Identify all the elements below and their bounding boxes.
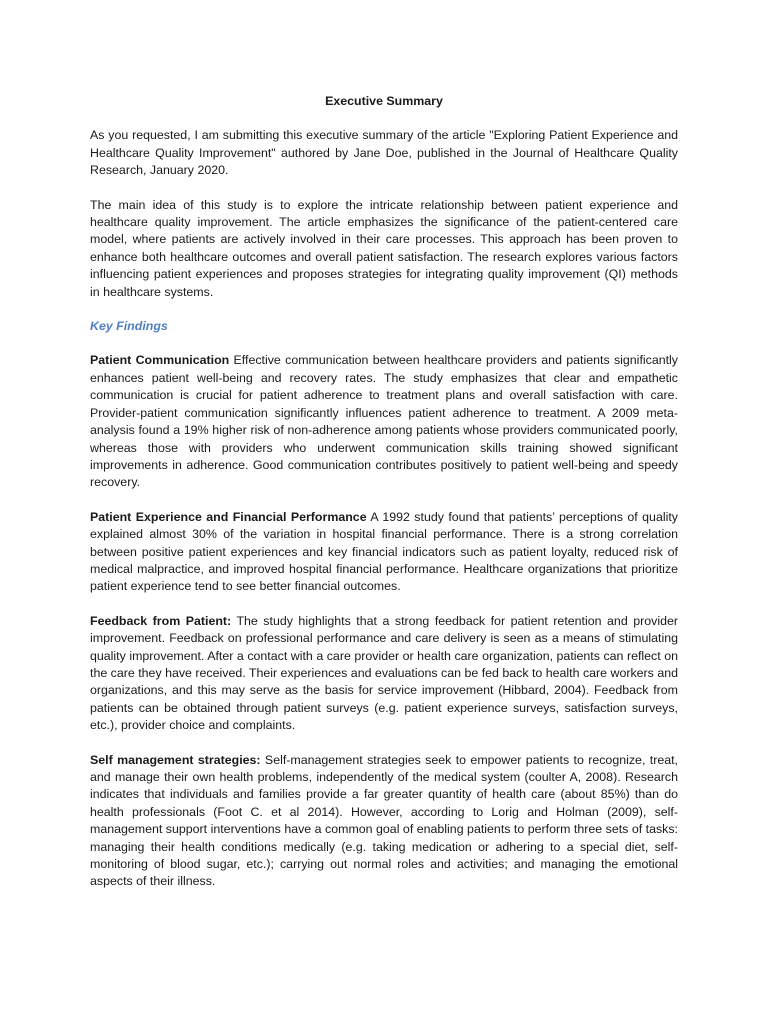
section-label: Self management strategies: [90, 752, 261, 767]
document-page [90, 93, 678, 908]
section-text: The study highlights that a strong feedback for patient retention and provider improvement. Feedback on professional performance and care delivery is seen as a means of stimulating quality improvement. After a contact with a care provider or health care organization, patients can reflect on the care they have received. Their experiences and evaluations can be fed back to health care workers and organizations, and this may serve as the basis for service improvement (Hibbard, 2004). Feedback from patients can be obtained through patient surveys (e.g. patient experience surveys, satisfaction surveys, etc.), provider choice and complaints. [90, 613, 678, 733]
document-title: Executive Summary [325, 94, 443, 108]
section-text: Effective communication between healthcare providers and patients significantly enhances patient well-being and recovery rates. The study emphasizes that clear and empathetic communication is crucial for patient adherence to treatment plans and overall satisfaction with care. Provider-patient communication significantly influences patient adherence to treatment. A 2009 meta-analysis found a 19% higher risk of non-adherence among patients whose providers communicated poorly, whereas those with providers who underwent communication skills training showed significant improvements in adherence. Good communication contributes positively to patient well-being and speedy recovery. [90, 353, 679, 490]
key-findings-heading: Key Findings [90, 319, 168, 334]
section-label: Patient Communication [90, 353, 230, 368]
section-self-management [90, 752, 678, 891]
section-text: A 1992 study found that patients’ perceptions of quality explained almost 30% of the variation in hospital financial performance. There is a strong correlation between positive patient experiences and key financial indicators such as patient loyalty, reduced risk of medical malpractice, and improved hospital financial performance. Healthcare organizations that prioritize patient experience tend to see better financial outcomes. [90, 509, 678, 594]
intro-paragraph: As you requested, I am submitting this executive summary of the article "Exploring Patient Experience and Healthcare Quality Improvement" authored by Jane Doe, published in the Journal of Healthcare Quality Research, January 2020. [90, 128, 678, 178]
section-label: Patient Experience and Financial Performance [90, 509, 367, 524]
section-financial-performance [90, 509, 678, 596]
section-text: Self-management strategies seek to empower patients to recognize, treat, and manage their own health problems, independently of the medical system (coulter A, 2008). Research indicates that individuals and families provide a far greater quantity of health care (about 85%) than do health professionals (Foot C. et al 2014). However, according to Lorig and Holman (2009), self-management support interventions have a common goal of enabling patients to perform three sets of tasks: managing their health conditions medically (e.g. taking medication or adhering to a special diet, self-monitoring of blood sugar, etc.); carrying out normal roles and activities; and managing the emotional aspects of their illness. [90, 752, 678, 889]
section-label: Feedback from Patient: [90, 613, 232, 628]
main-idea-paragraph: The main idea of this study is to explore the intricate relationship between patient experience and healthcare quality improvement. The article emphasizes the significance of the patient-centered care model, where patients are actively involved in their care processes. This approach has been proven to enhance both healthcare outcomes and overall patient satisfaction. The research explores various factors influencing patient experiences and proposes strategies for integrating quality improvement (QI) methods in healthcare systems. [90, 197, 678, 299]
section-feedback-from-patient [90, 613, 678, 735]
section-patient-communication [90, 352, 678, 491]
